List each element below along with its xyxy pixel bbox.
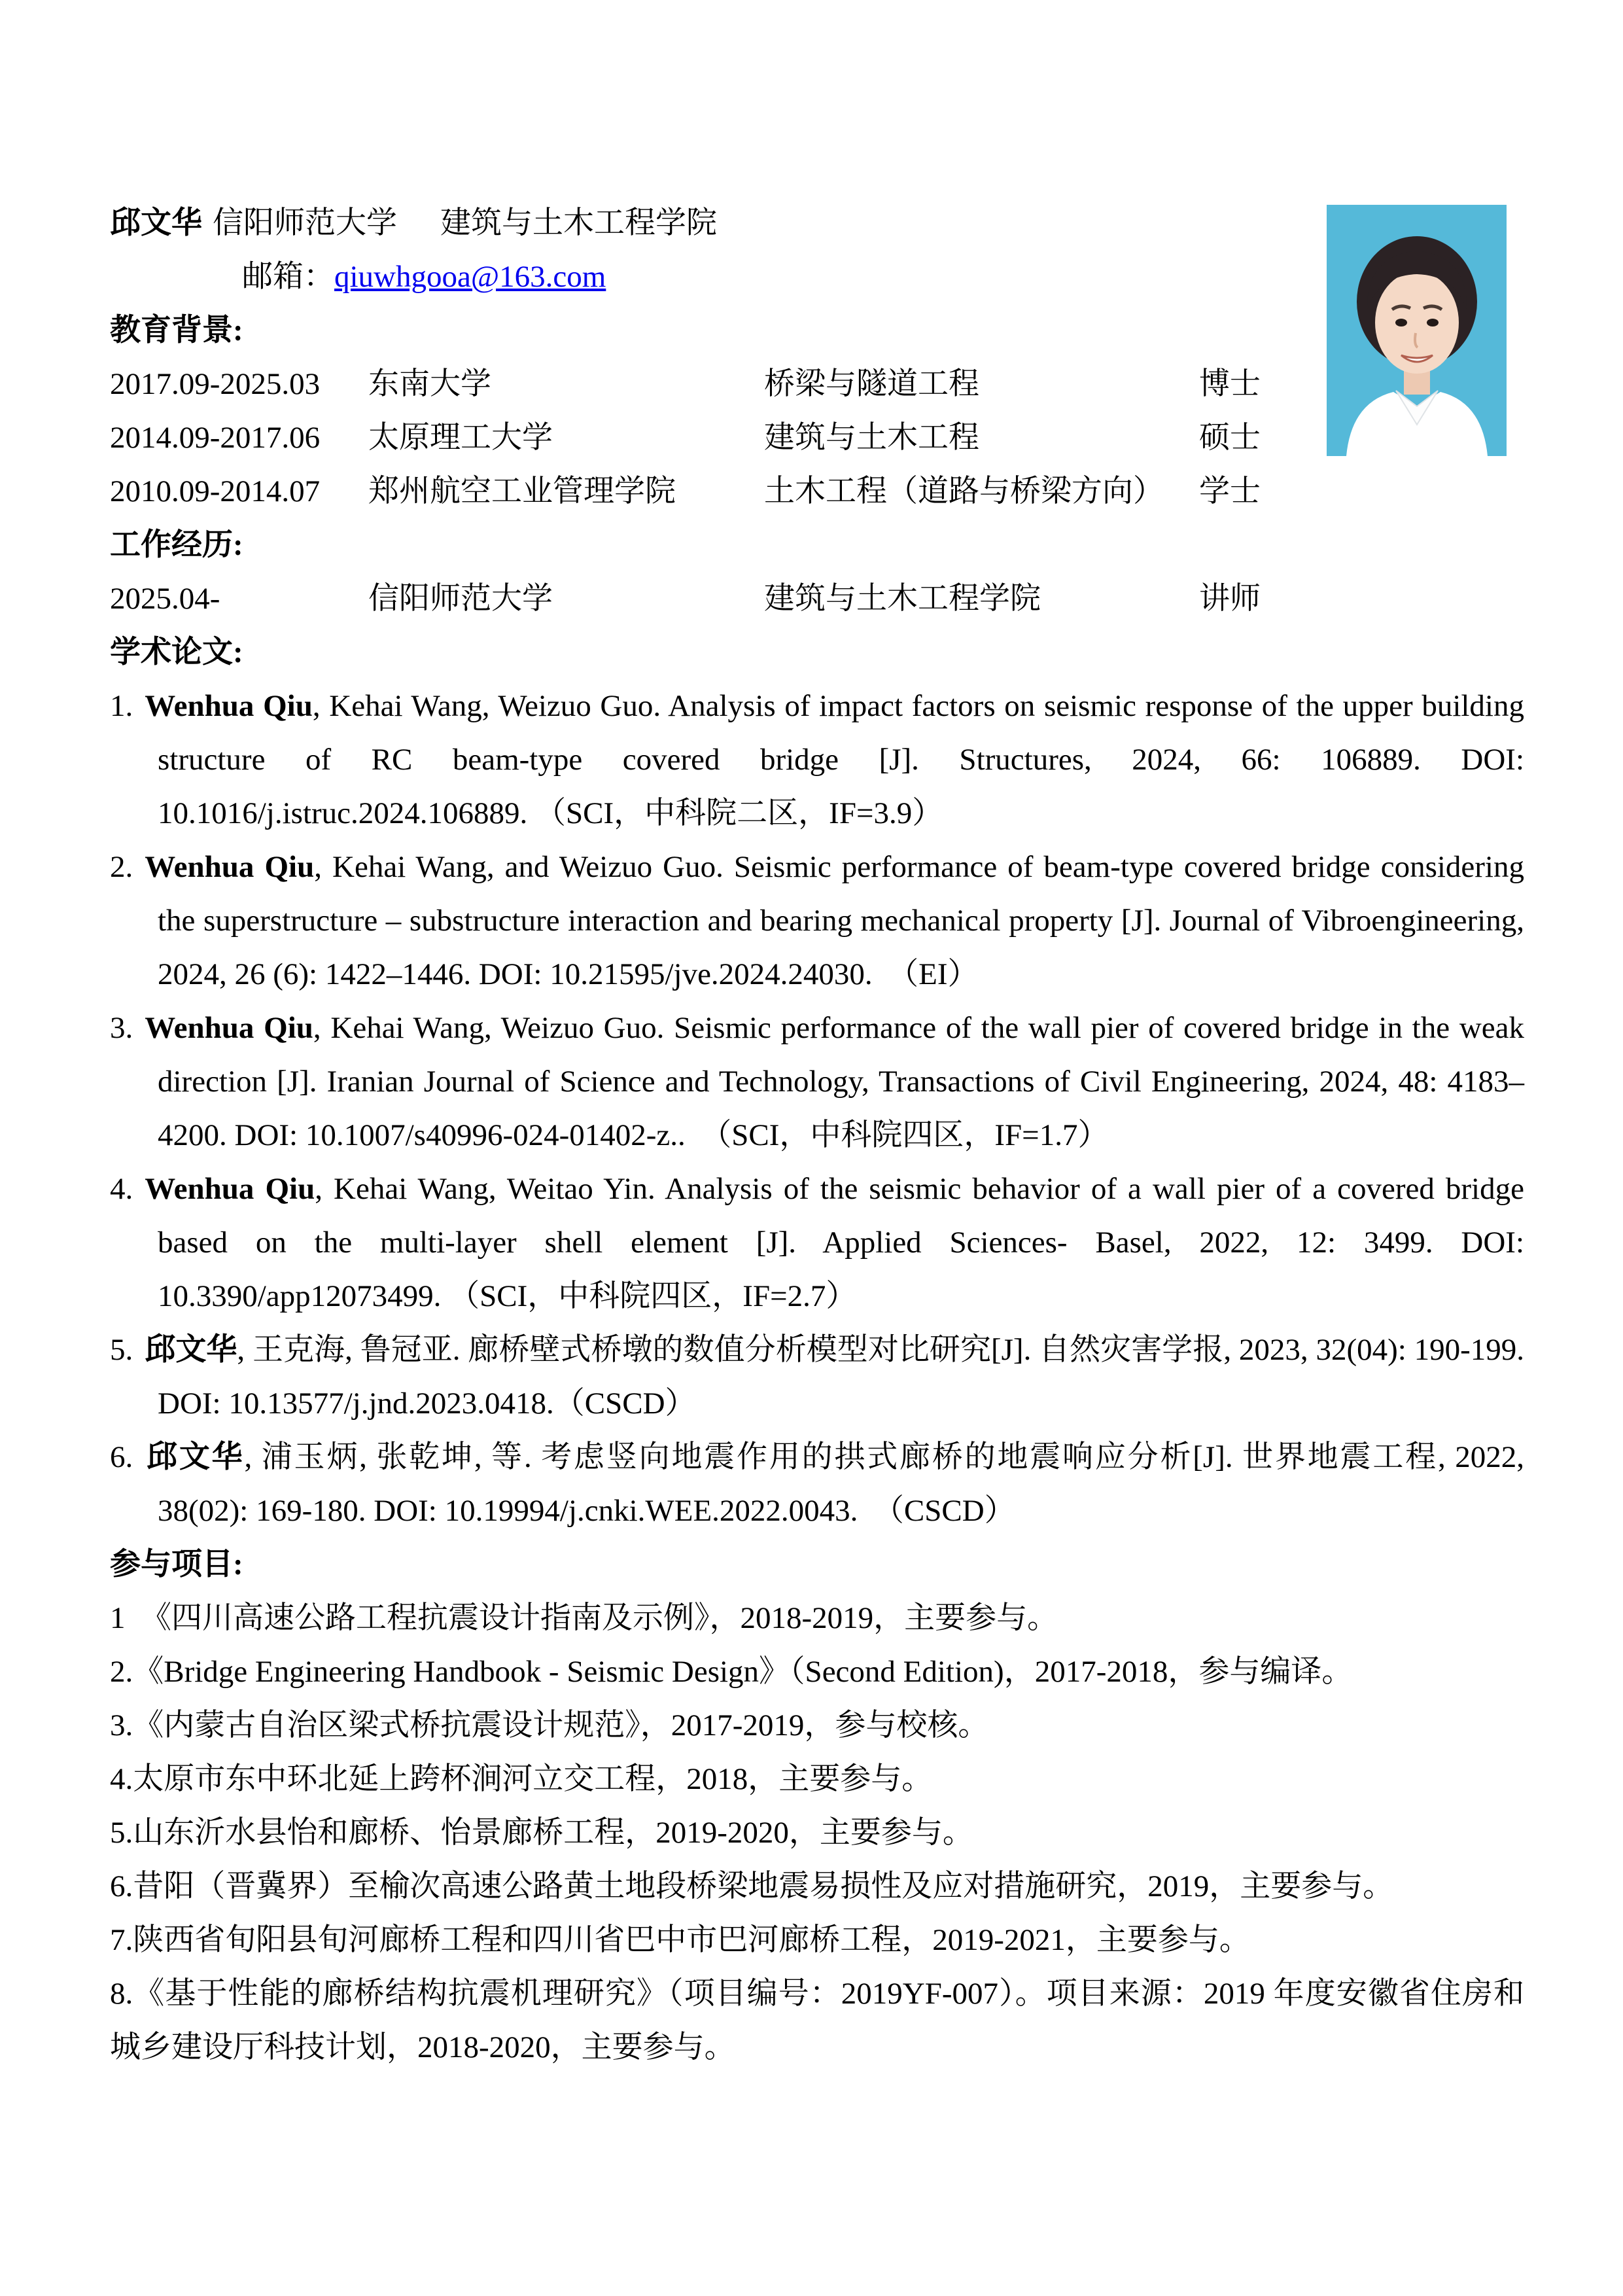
education-row — [110, 465, 1524, 518]
edu-degree: 硕士 — [1199, 421, 1261, 455]
pub-number: 1. — [110, 689, 133, 723]
pub-citation: , Kehai Wang, Weitao Yin. Analysis of the seismic behavior of a wall pier of a covered bridge based on the multi-layer shell element [J]. Applied Sciences- Basel, 2022, 12: 3499. DOI: 10.3390/app12073499. （SCI，中科院四区，IF=2.7） — [158, 1172, 1524, 1313]
pub-citation: , 浦玉炳, 张乾坤, 等. 考虑竖向地震作用的拱式廊桥的地震响应分析[J]. 世界地震工程, 2022, 38(02): 169-180. DOI: 10.19994/j.cnki.WEE.2022.0043. （CSCD） — [158, 1440, 1524, 1528]
work-row — [110, 572, 1524, 626]
affiliation-department: 建筑与土木工程学院 — [440, 206, 717, 240]
work-period: 2025.04- — [110, 582, 220, 616]
section-heading-education: 教育背景: — [110, 313, 243, 347]
pub-first-author: 邱文华 — [145, 1333, 237, 1367]
edu-period: 2010.09-2014.07 — [110, 474, 321, 508]
project-item: 7.陕西省旬阳县旬河廊桥工程和四川省巴中市巴河廊桥工程，2019-2021，主要参与。 — [110, 1923, 1250, 1957]
edu-school: 东南大学 — [368, 367, 491, 401]
project-item: 8.《基于性能的廊桥结构抗震机理研究》（项目编号：2019YF-007）。项目来源：2019 年度安徽省住房和城乡建设厅科技计划，2018-2020，主要参与。 — [110, 1977, 1524, 2064]
pub-number: 5. — [110, 1333, 133, 1367]
pub-citation: , Kehai Wang, and Weizuo Guo. Seismic performance of beam-type covered bridge considering the superstructure – substructure interaction and bearing mechanical property [J]. Journal of Vibroengineering, 2024, 26 (6): 1422–1446. DOI: 10.21595/jve.2024.24030. （EI） — [158, 850, 1524, 991]
publication-item — [110, 679, 1524, 840]
edu-degree: 博士 — [1199, 367, 1261, 401]
photo-eye-right — [1427, 319, 1439, 327]
pub-number: 4. — [110, 1172, 133, 1206]
work-school: 信阳师范大学 — [368, 582, 553, 616]
pub-first-author: 邱文华 — [145, 1440, 245, 1474]
edu-school: 郑州航空工业管理学院 — [368, 474, 676, 508]
pub-first-author: Wenhua Qiu — [145, 850, 315, 884]
project-item: 1 《四川高速公路工程抗震设计指南及示例》，2018-2019，主要参与。 — [110, 1601, 1058, 1635]
edu-school: 太原理工大学 — [368, 421, 553, 455]
project-item: 5.山东沂水县怡和廊桥、怡景廊桥工程，2019-2020，主要参与。 — [110, 1816, 973, 1850]
edu-degree: 学士 — [1199, 474, 1261, 508]
publication-item — [110, 1323, 1524, 1430]
publication-item — [110, 1162, 1524, 1323]
publication-item — [110, 1001, 1524, 1162]
edu-major: 桥梁与隧道工程 — [764, 367, 979, 401]
pub-first-author: Wenhua Qiu — [145, 689, 313, 723]
publication-item — [110, 840, 1524, 1001]
work-title: 讲师 — [1199, 582, 1261, 616]
project-item: 3.《内蒙古自治区梁式桥抗震设计规范》，2017-2019，参与校核。 — [110, 1708, 989, 1742]
section-heading-publications: 学术论文: — [110, 635, 243, 669]
education-row — [110, 411, 1524, 465]
edu-period: 2014.09-2017.06 — [110, 421, 321, 455]
project-item: 2.《Bridge Engineering Handbook - Seismic Design》（Second Edition)，2017-2018，参与编译。 — [110, 1655, 1353, 1689]
section-heading-work: 工作经历: — [110, 528, 243, 562]
pub-number: 6. — [110, 1440, 133, 1474]
affiliation-university: 信阳师范大学 — [213, 206, 397, 240]
pub-first-author: Wenhua Qiu — [145, 1172, 315, 1206]
project-item: 6.昔阳（晋冀界）至榆次高速公路黄土地段桥梁地震易损性及应对措施研究，2019，主要参与。 — [110, 1869, 1394, 1903]
pub-citation: , 王克海, 鲁冠亚. 廊桥壁式桥墩的数值分析模型对比研究[J]. 自然灾害学报, 2023, 32(04): 190-199. DOI: 10.13577/j.jnd.2023.0418.（CSCD） — [158, 1333, 1525, 1421]
email-label: 邮箱： — [242, 260, 334, 294]
pub-citation: , Kehai Wang, Weizuo Guo. Seismic performance of the wall pier of covered bridge in the weak direction [J]. Iranian Journal of Science and Technology, Transactions of Civil Engineering, 2024, 48: 4183–4200. DOI: 10.1007/s40996-024-01402-z.. （SCI，中科院四区，IF=1.7） — [158, 1011, 1524, 1152]
email-link[interactable]: qiuwhgooa@163.com — [334, 260, 606, 294]
pub-number: 3. — [110, 1011, 133, 1045]
portrait-photo — [1327, 205, 1507, 456]
publication-item — [110, 1430, 1524, 1538]
edu-major: 建筑与土木工程 — [764, 421, 979, 455]
work-department: 建筑与土木工程学院 — [764, 582, 1041, 616]
header — [110, 196, 1524, 250]
section-heading-projects: 参与项目: — [110, 1547, 243, 1581]
photo-eye-left — [1395, 319, 1407, 327]
education-row — [110, 357, 1524, 411]
pub-citation: , Kehai Wang, Weizuo Guo. Analysis of impact factors on seismic response of the upper building structure of RC beam-type covered bridge [J]. Structures, 2024, 66: 106889. DOI: 10.1016/j.istruc.2024.106889. （SCI，中科院二区，IF=3.9） — [158, 689, 1524, 830]
project-item: 4.太原市东中环北延上跨杯涧河立交工程，2018，主要参与。 — [110, 1762, 933, 1796]
edu-major: 土木工程（道路与桥梁方向） — [764, 474, 1164, 508]
pub-first-author: Wenhua Qiu — [145, 1011, 313, 1045]
edu-period: 2017.09-2025.03 — [110, 367, 321, 401]
person-name: 邱文华 — [110, 206, 202, 240]
pub-number: 2. — [110, 850, 133, 884]
